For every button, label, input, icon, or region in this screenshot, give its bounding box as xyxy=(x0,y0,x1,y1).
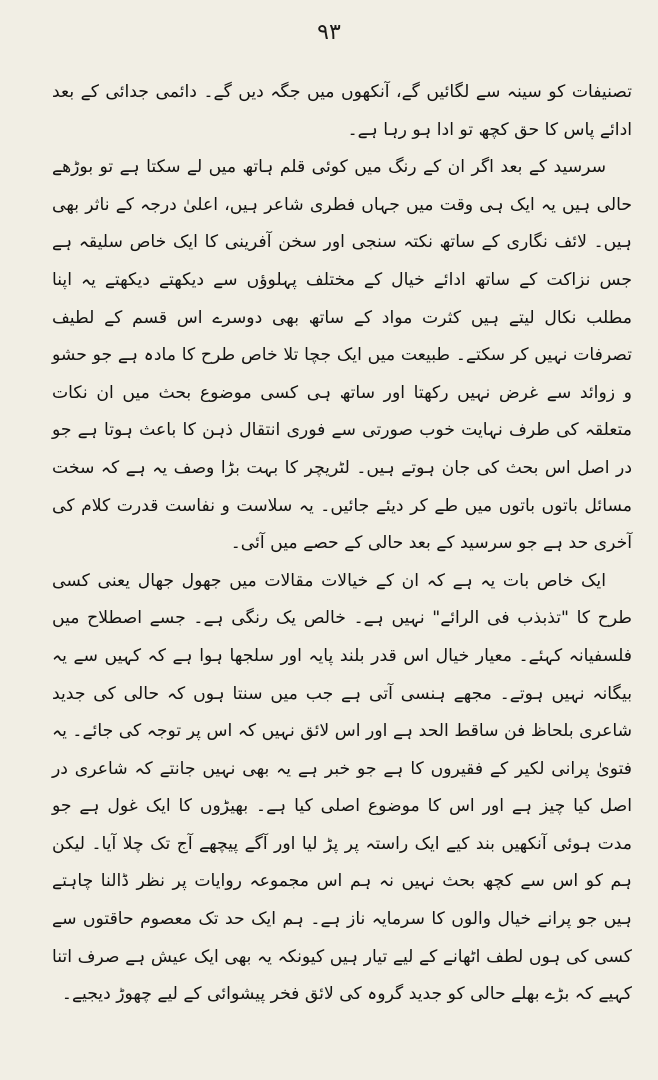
page-body xyxy=(52,74,632,1014)
page-number: ۹۳ xyxy=(317,20,341,45)
paragraph-continued: تصنیفات کو سینہ سے لگائیں گے، آنکھوں میں جگہ دیں گے۔ دائمی جدائی کے بعد ادائے پاس کا حق کچھ تو ادا ہو رہا ہے۔ xyxy=(52,82,632,140)
paragraph-hali-style: سرسید کے بعد اگر ان کے رنگ میں کوئی قلم ہاتھ میں لے سکتا ہے تو بوڑھے حالی ہیں یہ ایک ہی وقت میں جہاں فطری شاعر ہیں، اعلیٰ درجہ کے ناثر بھی ہیں۔ لائف نگاری کے ساتھ نکتہ سنجی اور سخن آفرینی کا ایک خاص سلیقہ ہے جس نزاکت کے ساتھ ادائے خیال کے مختلف پہلوؤں سے دیکھتے دیکھتے یہ اپنا مطلب نکال لیتے ہیں کثرت مواد کے ساتھ بھی دوسرے اس قسم کے لطیف تصرفات نہیں کر سکتے۔ طبیعت میں ایک جچا تلا خاص طرح کا مادہ ہے جو حشو و زوائد سے غرض نہیں رکھتا اور ساتھ ہی کسی موضوع بحث میں ان نکات متعلقہ کی طرف نہایت خوب صورتی سے فوری انتقال ذہن کا باعث ہوتا ہے جو در اصل اس بحث کی جان ہوتے ہیں۔ لٹریچر کا بہت بڑا وصف یہ ہے کہ سخت مسائل باتوں باتوں میں طے کر دیئے جائیں۔ یہ سلاست و نفاست قدرت کلام کی آخری حد ہے جو سرسید کے بعد حالی کے حصے میں آئی۔ xyxy=(52,157,632,554)
paragraph-hali-poetry: ایک خاص بات یہ ہے کہ ان کے خیالات مقالات میں جھول جھال یعنی کسی طرح کا "تذبذب فی الرائے" نہیں ہے۔ خالص یک رنگی ہے۔ جسے اصطلاح میں فلسفیانہ کہئے۔ معیار خیال اس قدر بلند پایہ اور سلجھا ہوا ہے کہ کہیں سے یہ بیگانہ نہیں ہوتے۔ مجھے ہنسی آتی ہے جب میں سنتا ہوں کہ حالی کی جدید شاعری بلحاظ فن ساقط الحد ہے اور اس لائق نہیں کہ اس پر توجہ کی جائے۔ یہ فتویٰ پرانی لکیر کے فقیروں کا ہے جو خبر ہے یہ بھی نہیں جانتے کہ شاعری در اصل کیا چیز ہے اور اس کا موضوع اصلی کیا ہے۔ بھیڑوں کا ایک غول ہے جو مدت ہوئی آنکھیں بند کیے ایک راستہ پر پڑ لیا اور آگے پیچھے آج تک چلا آیا۔ لیکن ہم کو اس سے کچھ بحث نہیں نہ ہم اس مجموعہ روایات پر نظر ڈالنا چاہتے ہیں جو پرانے خیال والوں کا سرمایہ ناز ہے۔ ہم ایک حد تک معصوم حاقتوں سے کسی کی ہوں لطف اٹھانے کے لیے تیار ہیں کیونکہ یہ بھی ایک عیش ہے صرف اتنا کہیے کہ بڑے بھلے حالی کو جدید گروہ کی لائق فخر پیشوائی کے لیے چھوڑ دیجیے۔ xyxy=(52,570,632,1005)
